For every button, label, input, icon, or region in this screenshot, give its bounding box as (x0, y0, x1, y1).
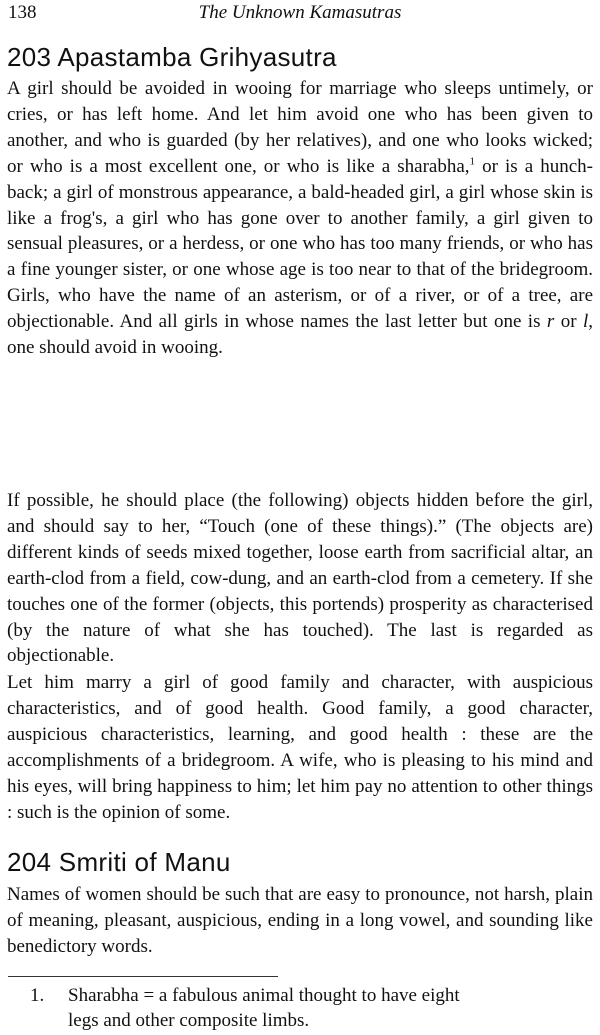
footnote-line: 1. Sharabha = a fabulous animal thought to have eight (30, 985, 460, 1006)
page-header (8, 0, 592, 32)
footnote-marker: 1. (30, 985, 45, 1006)
paragraph-text: If possible, he should place (the following) objects hidden before the girl, and should say to her, “Touch (one of these things).” (The objects are) different kinds of seeds mixed together, loose earth from sacrificial altar, an earth-clod from a field, cow-dung, and an earth-clod from a cemetery. If she touches one of the former (objects, this portends) prosperity as characterised (by the nature of what she has touched). The last is regarded as objectionable. (7, 490, 593, 667)
paragraph-names (7, 882, 593, 960)
footnote-divider (8, 976, 278, 977)
footnote (30, 983, 593, 1033)
paragraph-text: A girl should be avoided in wooing for marriage who sleeps untimely, or cries, or has left home. And let him avoid one who has been given to another, and who is guarded (by her relatives), and one who looks wicked; or who is a most excellent one, or who is like a sharabha,$^1$ or is a hunch-back; a girl of monstrous appearance, a bald-headed girl, a girl whose skin is like a frog's, a girl who has gone over to another family, a girl given to sensual pleasures, or a herdess, or one who has too many friends, or who has a fine younger sister, or one whose age is too near to that of the bridegroom. Girls, who have the name of an asterism, or of a river, or of a tree, are objectionable. And all girls in whose names the last letter but one is r or l, one should avoid in wooing. (7, 78, 593, 359)
footnote-reference: 1 (469, 155, 476, 168)
paragraph-text: Names of women should be such that are easy to pronounce, not harsh, plain of meaning, pleasant, auspicious, ending in a long vowel, and sounding like benedictory words. (7, 884, 593, 957)
page-number: 138 (8, 2, 37, 23)
paragraph-marriage (7, 670, 593, 825)
paragraph-avoidance (7, 76, 593, 361)
section-heading-203: 203 Apastamba Grihyasutra (7, 42, 337, 72)
running-title: The Unknown Kamasutras (198, 2, 402, 23)
paragraph-text: Let him marry a girl of good family and character, with auspicious characteristics, and of good health. Good family, a good character, auspicious characteristics, learning, and good health : these are the accomplishments of a bridegroom. A wife, who is pleasing to his mind and his eyes, will bring happiness to him; let him pay no attention to other things : such is the opinion of some. (7, 672, 593, 823)
paragraph-objects (7, 488, 593, 669)
section-heading-204: 204 Smriti of Manu (7, 847, 231, 877)
footnote-line: legs and other composite limbs. (68, 1010, 310, 1031)
